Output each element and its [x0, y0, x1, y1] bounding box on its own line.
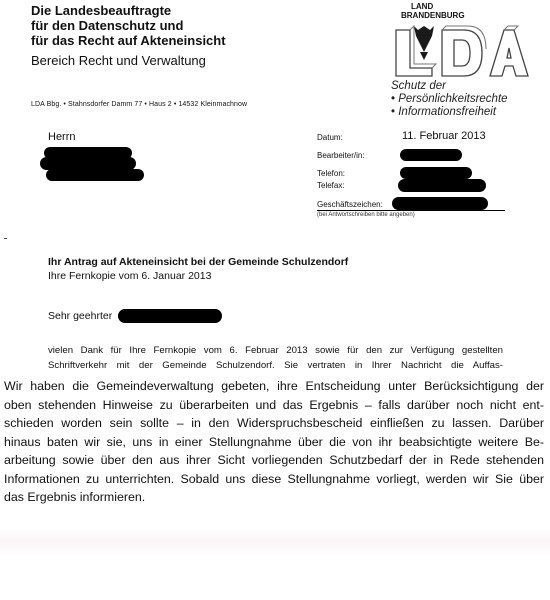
redaction-bar: [46, 169, 144, 181]
excerpt-line: Wir haben die Gemeindeverwaltung gebeten, ihre Entscheidung unter Berücksichtigung der: [4, 379, 544, 393]
redaction-bar: [118, 309, 222, 323]
lda-letters-logo: [390, 22, 530, 78]
subject-title: Ihr Antrag auf Akteneinsicht bei der Gemeinde Schulzendorf: [48, 256, 349, 268]
sender-title-line: für den Datenschutz und: [31, 18, 184, 33]
redaction-bar: [398, 179, 486, 192]
sender-address-line: LDA Bbg. • Stahnsdorfer Damm 77 • Haus 2 • 14532 Kleinmachnow: [31, 101, 248, 108]
reference-underline: [317, 210, 505, 211]
lda-slogan: [391, 80, 508, 119]
land-line: BRANDENBURG: [401, 11, 465, 20]
phone-label: Telefon:: [317, 169, 346, 178]
excerpt-line: oben stehenden Hinweise zu überarbeiten und das Ergebnis – falls darüber noch nicht ent-: [4, 397, 544, 412]
excerpt-line: schieden worden sein sollte – in den Widerspruchsbescheid einfließen zu lassen. Darüber: [4, 416, 544, 430]
excerpt-line: Informationen zu unterrichten. Sobald uns diese Stellungnahme vorliegt, werden wir Sie über: [4, 471, 544, 486]
reference-label: Geschäftszeichen:: [317, 200, 383, 209]
subject-subtitle: Ihre Fernkopie vom 6. Januar 2013: [48, 270, 212, 282]
sender-authority-title: [31, 3, 331, 48]
sender-title-line: für das Recht auf Akteneinsicht: [31, 33, 226, 48]
fax-label: Telefax:: [317, 181, 345, 190]
excerpt-line: das Ergebnis informieren.: [4, 490, 146, 504]
land-line: LAND: [411, 2, 434, 11]
letter-excerpt: [4, 377, 544, 507]
slogan-text: Persönlichkeitsrechte: [398, 93, 508, 105]
slogan-text: Informationsfreiheit: [398, 106, 497, 118]
letter-intro: [48, 343, 503, 373]
redaction-bar: [392, 197, 488, 210]
sender-department: Bereich Recht und Verwaltung: [31, 53, 206, 68]
scan-smudge: [0, 528, 550, 556]
recipient-salutation: Herrn: [48, 131, 76, 143]
intro-line: vielen Dank für Ihre Fernkopie vom 6. Februar 2013 sowie für den zur Verfügung gestellten: [48, 345, 503, 356]
lda-logo: [376, 2, 536, 122]
land-brandenburg-label: [401, 2, 465, 20]
intro-line: Schriftverkehr mit der Gemeinde Schulzendorf. Sie vertraten in Ihrer Nachricht die Auffas-: [48, 360, 503, 371]
slogan-line: Schutz der: [391, 80, 446, 92]
date-value: 11. Februar 2013: [402, 130, 486, 142]
date-label: Datum:: [317, 133, 343, 142]
sender-title-line: Die Landesbeauftragte: [31, 3, 172, 18]
eagle-icon: [414, 26, 434, 60]
fold-mark: [4, 238, 7, 239]
clerk-label: Bearbeiter/in:: [317, 151, 365, 160]
redaction-bar: [400, 167, 472, 179]
excerpt-line: hinaus baten wir sie, uns in einer Stellungnahme über die von ihr beabsichtigte weitere Be-: [4, 434, 544, 449]
redaction-bar: [400, 149, 462, 161]
excerpt-line: arbeitung sowie über den aus ihrer Sicht vorliegenden Schutzbedarf der in Rede stehenden: [4, 453, 544, 467]
slogan-bullet-line: [391, 93, 508, 106]
slogan-bullet-line: [391, 106, 508, 119]
reference-note: (bei Antwortschreiben bitte angeben): [317, 212, 415, 218]
letter-salutation: Sehr geehrter: [48, 310, 113, 322]
